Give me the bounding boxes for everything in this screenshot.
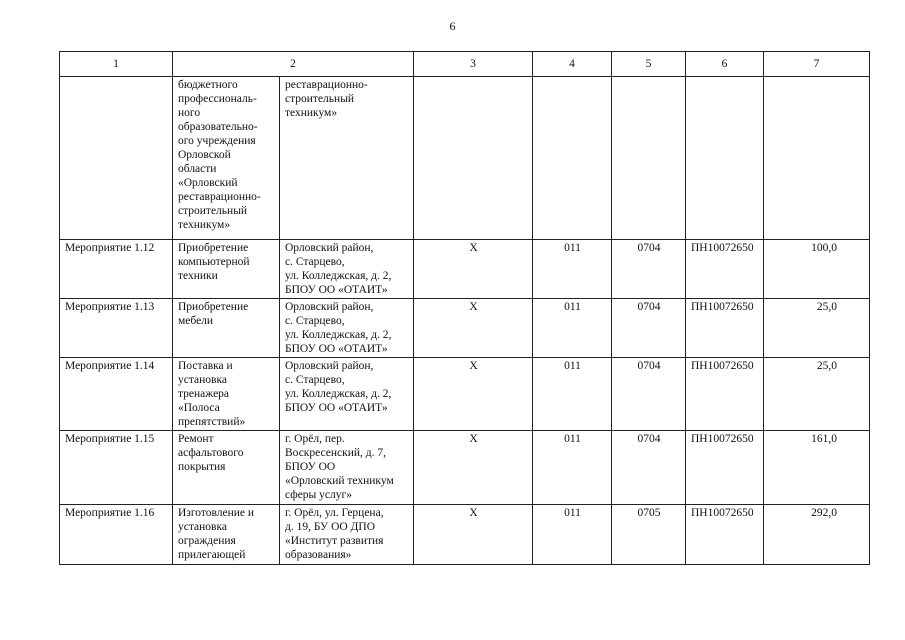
program-activities-table bbox=[59, 51, 870, 565]
section-cell: 0704 bbox=[612, 299, 686, 358]
location-cell: г. Орёл, пер. Воскресенский, д. 7, БПОУ ОО «Орловский техникум сферы услуг» bbox=[280, 431, 414, 505]
section-cell: 0705 bbox=[612, 505, 686, 565]
section-cell: 0704 bbox=[612, 240, 686, 299]
description-cell: Изготовление и установка ограждения прилегающей bbox=[173, 505, 280, 565]
target-code-cell bbox=[686, 77, 764, 240]
activity-cell bbox=[60, 77, 173, 240]
description-cell: Ремонт асфальтового покрытия bbox=[173, 431, 280, 505]
header-cell-3: 3 bbox=[414, 52, 533, 77]
table-header-row bbox=[60, 52, 870, 77]
target-code-cell: ПН10072650 bbox=[686, 505, 764, 565]
activity-cell: Мероприятие 1.13 bbox=[60, 299, 173, 358]
section-cell: 0704 bbox=[612, 431, 686, 505]
section-cell bbox=[612, 77, 686, 240]
location-cell: Орловский район, с. Старцево, ул. Колледжская, д. 2, БПОУ ОО «ОТАИТ» bbox=[280, 240, 414, 299]
target-code-cell: ПН10072650 bbox=[686, 240, 764, 299]
description-cell: Поставка и установка тренажера «Полоса препятствий» bbox=[173, 358, 280, 431]
mark-cell: Х bbox=[414, 431, 533, 505]
description-cell: бюджетного профессиональ- ного образовательно- ого учреждения Орловской области «Орловский реставрационно- строительный техникум» bbox=[173, 77, 280, 240]
code-cell: 011 bbox=[533, 505, 612, 565]
target-code-cell: ПН10072650 bbox=[686, 299, 764, 358]
location-cell: реставрационно- строительный техникум» bbox=[280, 77, 414, 240]
amount-cell: 25,0 bbox=[764, 358, 870, 431]
code-cell: 011 bbox=[533, 431, 612, 505]
table-row bbox=[60, 431, 870, 505]
header-cell-4: 4 bbox=[533, 52, 612, 77]
page-number: 6 bbox=[449, 19, 456, 33]
activity-cell: Мероприятие 1.12 bbox=[60, 240, 173, 299]
amount-cell: 100,0 bbox=[764, 240, 870, 299]
section-cell: 0704 bbox=[612, 358, 686, 431]
mark-cell: Х bbox=[414, 299, 533, 358]
table-row bbox=[60, 240, 870, 299]
header-cell-6: 6 bbox=[686, 52, 764, 77]
code-cell bbox=[533, 77, 612, 240]
table-row bbox=[60, 299, 870, 358]
location-cell: Орловский район, с. Старцево, ул. Колледжская, д. 2, БПОУ ОО «ОТАИТ» bbox=[280, 299, 414, 358]
activity-cell: Мероприятие 1.15 bbox=[60, 431, 173, 505]
target-code-cell: ПН10072650 bbox=[686, 431, 764, 505]
amount-cell: 25,0 bbox=[764, 299, 870, 358]
amount-cell: 292,0 bbox=[764, 505, 870, 565]
location-cell: г. Орёл, ул. Герцена, д. 19, БУ ОО ДПО «Институт развития образования» bbox=[280, 505, 414, 565]
amount-cell: 161,0 bbox=[764, 431, 870, 505]
mark-cell bbox=[414, 77, 533, 240]
activity-cell: Мероприятие 1.14 bbox=[60, 358, 173, 431]
table-row bbox=[60, 505, 870, 565]
description-cell: Приобретение мебели bbox=[173, 299, 280, 358]
table-row bbox=[60, 358, 870, 431]
code-cell: 011 bbox=[533, 299, 612, 358]
location-cell: Орловский район, с. Старцево, ул. Колледжская, д. 2, БПОУ ОО «ОТАИТ» bbox=[280, 358, 414, 431]
mark-cell: Х bbox=[414, 240, 533, 299]
mark-cell: Х bbox=[414, 358, 533, 431]
mark-cell: Х bbox=[414, 505, 533, 565]
header-cell-7: 7 bbox=[764, 52, 870, 77]
table-row bbox=[60, 77, 870, 240]
description-cell: Приобретение компьютерной техники bbox=[173, 240, 280, 299]
header-cell-2: 2 bbox=[173, 52, 414, 77]
activity-cell: Мероприятие 1.16 bbox=[60, 505, 173, 565]
code-cell: 011 bbox=[533, 240, 612, 299]
header-cell-5: 5 bbox=[612, 52, 686, 77]
target-code-cell: ПН10072650 bbox=[686, 358, 764, 431]
amount-cell bbox=[764, 77, 870, 240]
code-cell: 011 bbox=[533, 358, 612, 431]
header-cell-1: 1 bbox=[60, 52, 173, 77]
